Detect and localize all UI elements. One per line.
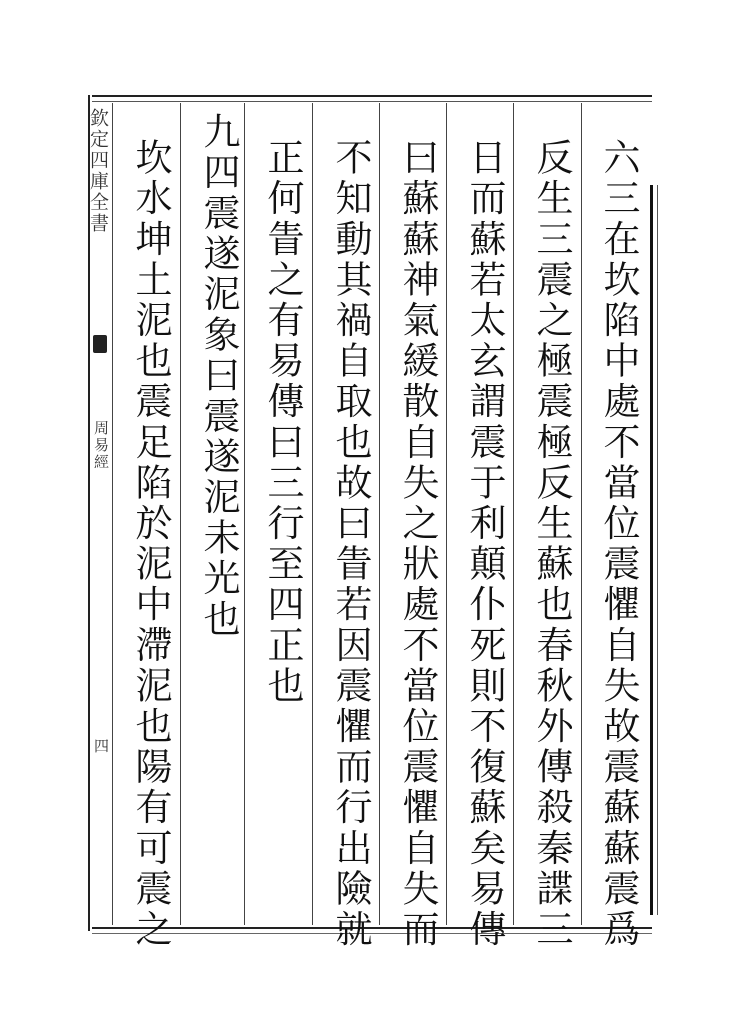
frame-right-inner-rule (657, 185, 658, 915)
text-column-7: 九四震遂泥象曰震遂泥未光也 (197, 112, 240, 640)
margin-volume-label: 周易經 (92, 420, 110, 471)
text-column-1: 六三在坎陷中處不當位震懼自失故震蘇蘇震爲 (597, 138, 640, 950)
text-column-8: 坎水坤土泥也震足陷於泥中滯泥也陽有可震之 (129, 138, 172, 950)
column-rule (180, 103, 181, 925)
column-rule (446, 103, 447, 925)
margin-book-title: 欽定四庫全書 (87, 108, 109, 234)
column-rule (379, 103, 380, 925)
text-column-5: 不知動其禍自取也故曰眚若因震懼而行出險就 (329, 138, 372, 950)
margin-page-number: 四 (92, 738, 110, 755)
column-rule (244, 103, 245, 925)
text-column-6: 正何眚之有易傳曰三行至四正也 (261, 138, 304, 707)
fish-tail-mark (93, 335, 107, 353)
frame-top-inner-rule (92, 101, 652, 102)
column-rule (513, 103, 514, 925)
column-rule (112, 103, 113, 925)
column-rule (581, 103, 582, 925)
text-column-2: 反生三震之極震極反生蘇也春秋外傳殺秦諜三 (530, 138, 573, 950)
frame-right-rule (650, 185, 653, 915)
frame-top-rule (92, 95, 652, 97)
text-column-4: 曰蘇蘇神氣緩散自失之狀處不當位震懼自失而 (396, 138, 439, 950)
text-column-3: 日而蘇若太玄謂震于利顛仆死則不復蘇矣易傳 (463, 138, 506, 950)
column-rule (312, 103, 313, 925)
